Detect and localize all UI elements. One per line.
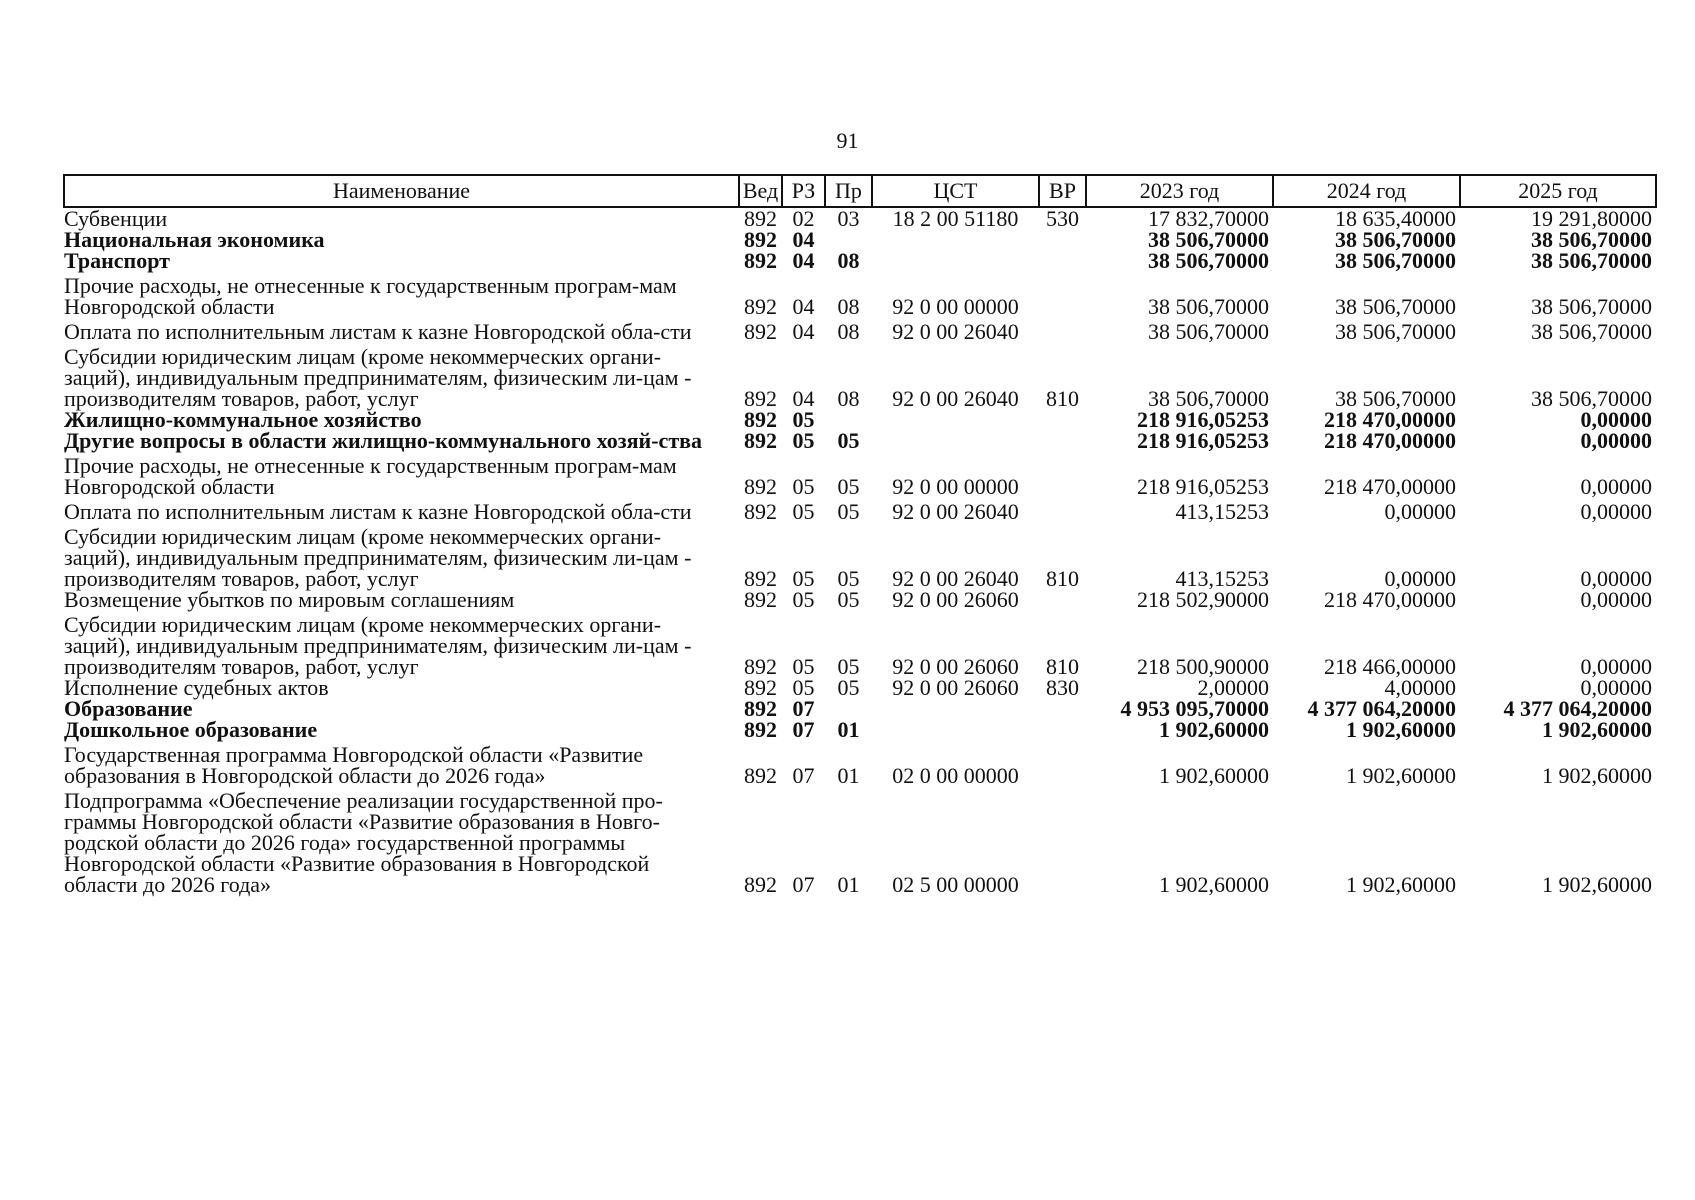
row-value-2023: 218 500,90000 — [1137, 654, 1269, 679]
row-vr — [1039, 430, 1086, 451]
row-rz: 04 — [792, 294, 815, 319]
header-2023: 2023 год — [1086, 175, 1273, 207]
row-ved: 892 — [744, 248, 777, 273]
row-value-2025: 0,00000 — [1580, 587, 1652, 612]
row-cst: 02 0 00 00000 — [892, 763, 1019, 788]
row-rz: 05 — [792, 566, 815, 591]
row-value-2024: 0,00000 — [1384, 566, 1456, 591]
row-name: Субвенции — [64, 206, 168, 231]
table-row — [64, 317, 1656, 342]
row-value-2023: 2,00000 — [1197, 675, 1269, 700]
row-pr: 05 — [837, 566, 860, 591]
table-row — [64, 207, 1656, 229]
row-ved: 892 — [744, 717, 777, 742]
row-value-2025: 0,00000 — [1580, 407, 1652, 432]
row-value-2024: 38 506,70000 — [1335, 294, 1456, 319]
row-value-2025: 1 902,60000 — [1542, 872, 1652, 897]
row-value-2025: 38 506,70000 — [1531, 294, 1652, 319]
table-row — [64, 698, 1656, 719]
row-vr: 810 — [1046, 386, 1079, 411]
row-rz: 04 — [792, 248, 815, 273]
row-value-2024: 1 902,60000 — [1346, 763, 1456, 788]
row-pr: 08 — [837, 294, 860, 319]
row-cst: 92 0 00 26060 — [892, 675, 1019, 700]
header-ved: Вед — [739, 175, 782, 207]
row-rz: 05 — [792, 428, 815, 453]
row-value-2025: 0,00000 — [1580, 499, 1652, 524]
row-name: Государственная программа Новгородской области «Развитие образования в Новгородской области до 2026 года» — [64, 742, 644, 788]
row-value-2023: 1 902,60000 — [1159, 763, 1269, 788]
row-value-2024: 218 470,00000 — [1324, 428, 1456, 453]
table-row — [64, 719, 1656, 740]
row-value-2025: 38 506,70000 — [1531, 248, 1652, 273]
row-name: Транспорт — [64, 248, 170, 273]
row-cst — [872, 409, 1039, 430]
row-pr: 05 — [837, 654, 860, 679]
row-pr — [825, 698, 872, 719]
row-pr: 05 — [837, 474, 860, 499]
row-ved: 892 — [744, 319, 777, 344]
row-name: Субсидии юридическим лицам (кроме некоммерческих органи-заций), индивидуальным предпринимателям, физическим ли-цам - производителям товаров, работ, услуг — [64, 524, 692, 591]
row-vr: 830 — [1046, 675, 1079, 700]
budget-table — [63, 174, 1657, 895]
row-vr — [1039, 719, 1086, 740]
row-vr — [1039, 451, 1086, 497]
row-cst: 92 0 00 00000 — [892, 294, 1019, 319]
row-rz: 05 — [792, 587, 815, 612]
row-cst — [872, 719, 1039, 740]
row-ved: 892 — [744, 675, 777, 700]
row-name: Возмещение убытков по мировым соглашениям — [64, 587, 515, 612]
row-value-2023: 1 902,60000 — [1159, 717, 1269, 742]
row-vr — [1039, 317, 1086, 342]
header-rz: РЗ — [782, 175, 825, 207]
row-rz: 04 — [792, 319, 815, 344]
row-value-2024: 18 635,40000 — [1335, 206, 1456, 231]
header-name: Наименование — [64, 175, 739, 207]
row-value-2024: 4,00000 — [1384, 675, 1456, 700]
row-pr: 05 — [837, 428, 860, 453]
row-cst — [872, 250, 1039, 271]
row-name: Прочие расходы, не отнесенные к государственным програм-мам Новгородской области — [64, 273, 677, 319]
table-row — [64, 342, 1656, 409]
row-value-2023: 218 916,05253 — [1137, 428, 1269, 453]
row-name: Исполнение судебных актов — [64, 675, 329, 700]
header-2025: 2025 год — [1460, 175, 1656, 207]
table-row — [64, 786, 1656, 895]
row-rz: 05 — [792, 654, 815, 679]
row-rz: 05 — [792, 675, 815, 700]
row-value-2024: 218 466,00000 — [1324, 654, 1456, 679]
row-vr — [1039, 229, 1086, 250]
row-ved: 892 — [744, 654, 777, 679]
row-ved: 892 — [744, 566, 777, 591]
row-value-2024: 1 902,60000 — [1346, 717, 1456, 742]
row-value-2023: 1 902,60000 — [1159, 872, 1269, 897]
table-row — [64, 430, 1656, 451]
row-pr: 05 — [837, 499, 860, 524]
row-cst — [872, 698, 1039, 719]
row-value-2023: 218 916,05253 — [1137, 474, 1269, 499]
row-value-2025: 0,00000 — [1580, 428, 1652, 453]
row-cst — [872, 430, 1039, 451]
row-vr — [1039, 497, 1086, 522]
row-value-2025: 38 506,70000 — [1531, 319, 1652, 344]
row-value-2024: 4 377 064,20000 — [1307, 696, 1456, 721]
row-cst: 02 5 00 00000 — [892, 872, 1019, 897]
row-cst: 92 0 00 26040 — [892, 566, 1019, 591]
row-vr — [1039, 250, 1086, 271]
row-cst: 92 0 00 00000 — [892, 474, 1019, 499]
table-row — [64, 522, 1656, 589]
row-name: Подпрограмма «Обеспечение реализации государственной про-граммы Новгородской области «Развитие образования в Новго-родской области до 2026 года» государственной программы Новгородской области «Развитие образования в Новгородской области до 2026 года» — [64, 788, 663, 897]
row-value-2024: 0,00000 — [1384, 499, 1456, 524]
row-rz: 02 — [792, 206, 815, 231]
row-ved: 892 — [744, 386, 777, 411]
row-cst: 92 0 00 26040 — [892, 319, 1019, 344]
row-ved: 892 — [744, 474, 777, 499]
row-vr: 810 — [1046, 654, 1079, 679]
row-pr: 05 — [837, 587, 860, 612]
table-row — [64, 451, 1656, 497]
row-value-2024: 218 470,00000 — [1324, 587, 1456, 612]
row-rz: 05 — [792, 499, 815, 524]
row-value-2023: 4 953 095,70000 — [1120, 696, 1269, 721]
table-body — [64, 207, 1656, 895]
row-name: Жилищно-коммунальное хозяйство — [64, 407, 422, 432]
row-ved: 892 — [744, 499, 777, 524]
table-row — [64, 589, 1656, 610]
row-ved: 892 — [744, 407, 777, 432]
row-rz: 07 — [792, 717, 815, 742]
row-value-2023: 413,15253 — [1175, 566, 1269, 591]
row-ved: 892 — [744, 763, 777, 788]
row-rz: 04 — [792, 386, 815, 411]
row-value-2025: 38 506,70000 — [1531, 386, 1652, 411]
header-cst: ЦСТ — [872, 175, 1039, 207]
row-cst: 92 0 00 26060 — [892, 587, 1019, 612]
row-pr: 03 — [837, 206, 860, 231]
row-rz: 07 — [792, 872, 815, 897]
row-value-2025: 1 902,60000 — [1542, 763, 1652, 788]
row-value-2024: 218 470,00000 — [1324, 474, 1456, 499]
row-value-2023: 38 506,70000 — [1148, 386, 1269, 411]
row-vr — [1039, 409, 1086, 430]
row-rz: 07 — [792, 763, 815, 788]
row-value-2024: 38 506,70000 — [1335, 319, 1456, 344]
row-vr: 530 — [1046, 206, 1079, 231]
row-rz: 07 — [792, 696, 815, 721]
table-row — [64, 497, 1656, 522]
row-pr: 08 — [837, 386, 860, 411]
row-ved: 892 — [744, 294, 777, 319]
row-ved: 892 — [744, 428, 777, 453]
row-name: Субсидии юридическим лицам (кроме некоммерческих органи-заций), индивидуальным предпринимателям, физическим ли-цам - производителям товаров, работ, услуг — [64, 612, 692, 679]
row-name: Прочие расходы, не отнесенные к государственным програм-мам Новгородской области — [64, 453, 677, 499]
row-pr: 08 — [837, 248, 860, 273]
row-ved: 892 — [744, 587, 777, 612]
page-number: 91 — [836, 128, 859, 153]
row-rz: 04 — [792, 227, 815, 252]
row-value-2024: 38 506,70000 — [1335, 386, 1456, 411]
row-value-2025: 38 506,70000 — [1531, 227, 1652, 252]
table-row — [64, 229, 1656, 250]
row-value-2025: 19 291,80000 — [1531, 206, 1652, 231]
row-value-2024: 218 470,00000 — [1324, 407, 1456, 432]
table-row — [64, 250, 1656, 271]
row-pr: 01 — [837, 717, 860, 742]
row-name: Национальная экономика — [64, 227, 325, 252]
row-value-2024: 38 506,70000 — [1335, 248, 1456, 273]
row-value-2023: 218 916,05253 — [1137, 407, 1269, 432]
row-value-2023: 38 506,70000 — [1148, 248, 1269, 273]
row-cst: 92 0 00 26040 — [892, 499, 1019, 524]
row-pr: 01 — [837, 872, 860, 897]
row-value-2025: 0,00000 — [1580, 675, 1652, 700]
row-vr — [1039, 786, 1086, 895]
row-cst — [872, 229, 1039, 250]
row-pr — [825, 409, 872, 430]
header-vr: ВР — [1039, 175, 1086, 207]
row-value-2024: 38 506,70000 — [1335, 227, 1456, 252]
row-value-2023: 17 832,70000 — [1148, 206, 1269, 231]
table-row — [64, 409, 1656, 430]
row-vr: 810 — [1046, 566, 1079, 591]
table-row — [64, 740, 1656, 786]
row-value-2023: 38 506,70000 — [1148, 319, 1269, 344]
row-pr: 08 — [837, 319, 860, 344]
row-name: Оплата по исполнительным листам к казне Новгородской обла-сти — [64, 499, 692, 524]
row-vr — [1039, 740, 1086, 786]
row-ved: 892 — [744, 696, 777, 721]
row-name: Другие вопросы в области жилищно-коммунального хозяй-ства — [64, 428, 702, 453]
row-ved: 892 — [744, 872, 777, 897]
table-header — [64, 175, 1656, 207]
row-vr — [1039, 589, 1086, 610]
row-ved: 892 — [744, 227, 777, 252]
row-value-2025: 0,00000 — [1580, 654, 1652, 679]
row-pr: 01 — [837, 763, 860, 788]
row-ved: 892 — [744, 206, 777, 231]
row-value-2023: 218 502,90000 — [1137, 587, 1269, 612]
row-value-2023: 413,15253 — [1175, 499, 1269, 524]
row-pr: 05 — [837, 675, 860, 700]
table-row — [64, 610, 1656, 677]
row-value-2024: 1 902,60000 — [1346, 872, 1456, 897]
header-2024: 2024 год — [1273, 175, 1460, 207]
row-rz: 05 — [792, 407, 815, 432]
row-name: Оплата по исполнительным листам к казне Новгородской обла-сти — [64, 319, 692, 344]
row-vr — [1039, 698, 1086, 719]
table-row — [64, 677, 1656, 698]
row-vr — [1039, 271, 1086, 317]
row-value-2025: 1 902,60000 — [1542, 717, 1652, 742]
row-name: Образование — [64, 696, 193, 721]
row-name: Дошкольное образование — [64, 717, 318, 742]
row-value-2025: 0,00000 — [1580, 566, 1652, 591]
row-cst: 18 2 00 51180 — [892, 206, 1019, 231]
row-cst: 92 0 00 26040 — [892, 386, 1019, 411]
row-value-2023: 38 506,70000 — [1148, 294, 1269, 319]
header-pr: Пр — [825, 175, 872, 207]
row-value-2025: 0,00000 — [1580, 474, 1652, 499]
row-value-2025: 4 377 064,20000 — [1503, 696, 1652, 721]
row-rz: 05 — [792, 474, 815, 499]
row-value-2023: 38 506,70000 — [1148, 227, 1269, 252]
row-pr — [825, 229, 872, 250]
row-cst: 92 0 00 26060 — [892, 654, 1019, 679]
table-row — [64, 271, 1656, 317]
row-name: Субсидии юридическим лицам (кроме некоммерческих органи-заций), индивидуальным предпринимателям, физическим ли-цам - производителям товаров, работ, услуг — [64, 344, 692, 411]
